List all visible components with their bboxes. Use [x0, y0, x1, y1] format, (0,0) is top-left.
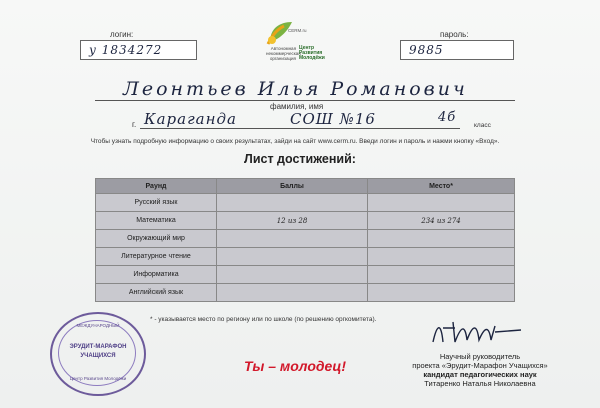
header-score: Баллы: [217, 179, 368, 194]
name-caption: фамилия, имя: [270, 102, 324, 111]
city-line: [140, 110, 460, 129]
table-row: Литературное чтение: [96, 248, 515, 266]
grade-label: класс: [474, 122, 491, 129]
table-row: Русский язык: [96, 194, 515, 212]
table-row: Математика 12 из 28 234 из 274: [96, 212, 515, 230]
grade-value: 4б: [438, 110, 457, 125]
password-value: 9885: [409, 43, 444, 57]
city-prefix: г.: [132, 120, 137, 129]
sheet-title: Лист достижений:: [244, 152, 356, 166]
table-row: Окружающий мир: [96, 230, 515, 248]
login-label: логин:: [110, 30, 134, 39]
school-value: СОШ №16: [290, 110, 376, 128]
city-value: Караганда: [144, 110, 237, 128]
login-value: у 1834272: [89, 43, 163, 57]
footnote: * - указывается место по региону или по школе (по решению оргкомитета).: [150, 316, 377, 323]
header-place: Место*: [368, 179, 515, 194]
header-round: Раунд: [96, 179, 217, 194]
bravo-text: Ты – молодец!: [244, 358, 347, 374]
table-row: Информатика: [96, 266, 515, 284]
signature-block: Научный руководитель проекта «Эрудит-Марафон Учащихся» кандидат педагогических наук Титаренко Наталья Николаевна: [412, 352, 548, 388]
table-row: Английский язык: [96, 284, 515, 302]
student-name: Леонтьев Илья Романович: [123, 78, 468, 100]
password-box: [400, 40, 514, 60]
login-box: [80, 40, 197, 60]
signature-mark: [425, 318, 535, 348]
results-table: [95, 178, 515, 296]
cerm-logo: CERM.ru Автономная некоммерческая организация Центр Развития Молодёжи: [262, 20, 342, 64]
round-stamp: МЕЖДУНАРОДНЫЙ ЭРУДИТ-МАРАФОН УЧАЩИХСЯ Центр Развития Молодёжи: [50, 312, 146, 396]
leaf-logo-icon: [266, 20, 294, 46]
password-label: пароль:: [440, 30, 469, 39]
name-line: [95, 78, 515, 101]
info-text: Чтобы узнать подробную информацию о своих результатах, зайди на сайт www.cerm.ru. Введи логин и пароль и нажми кнопку «Вход».: [90, 138, 500, 145]
